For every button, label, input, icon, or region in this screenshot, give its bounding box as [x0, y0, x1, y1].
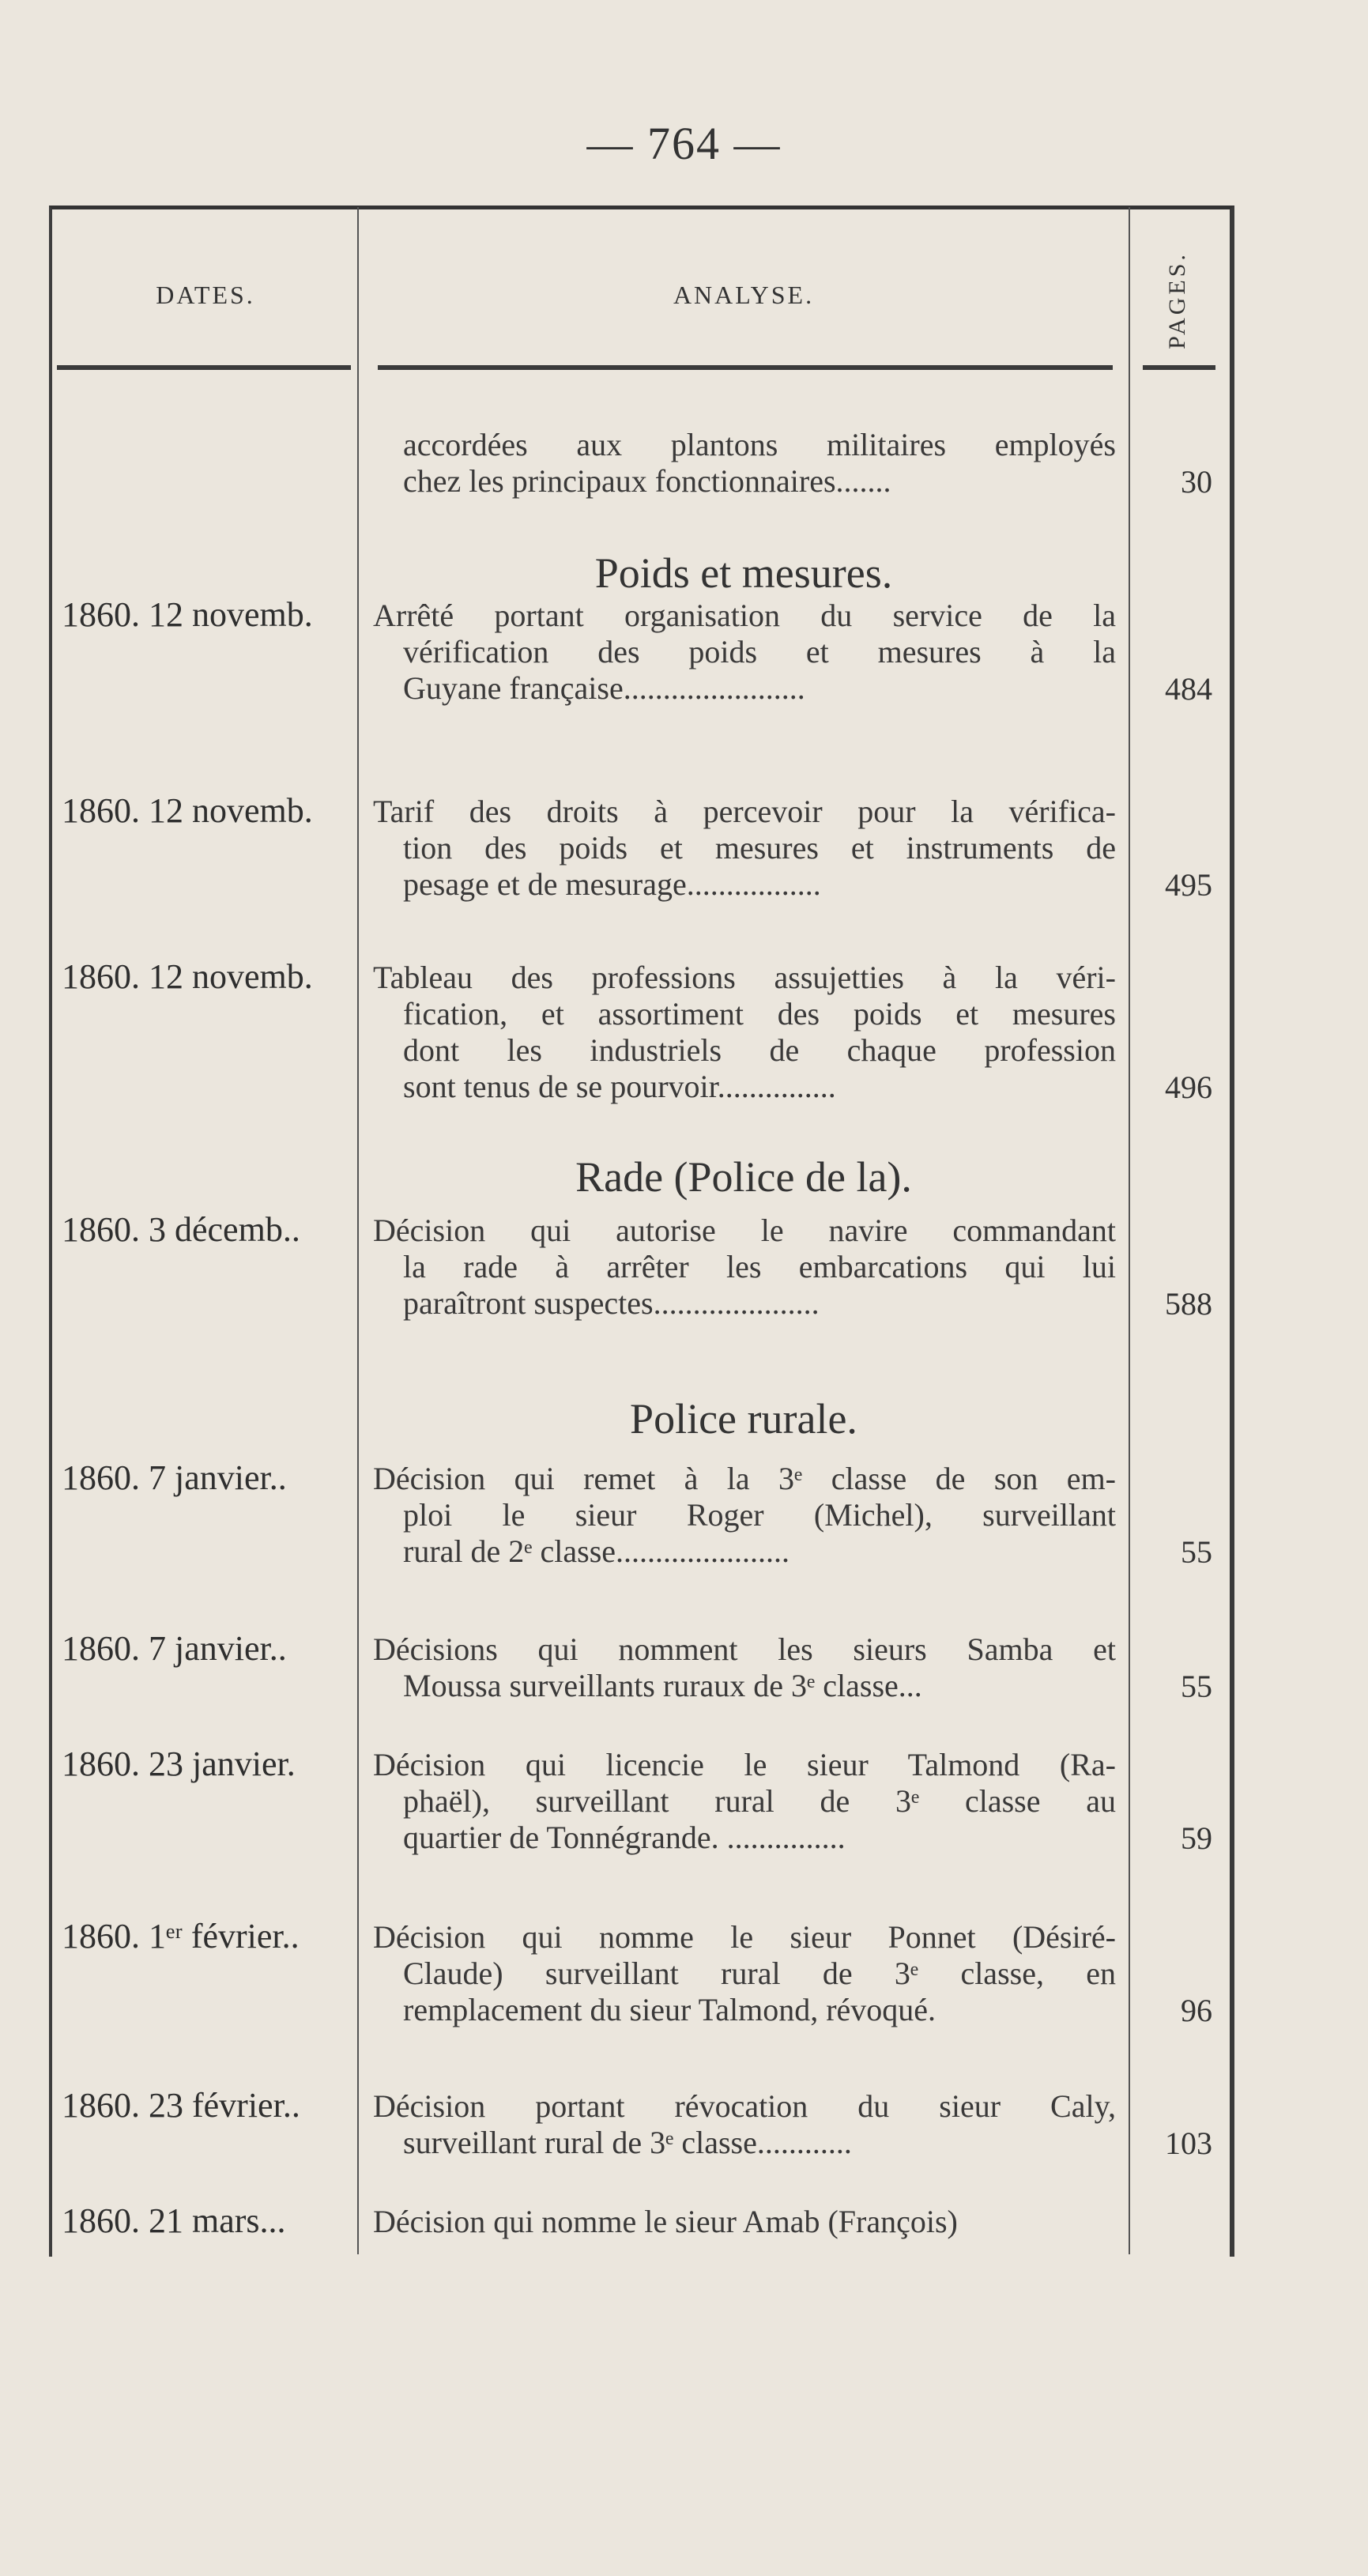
- header-pages: PAGES.: [1164, 251, 1190, 349]
- analysis-line: Tableau des professions assujetties à la véri-: [373, 960, 1116, 995]
- column-divider-dates: [357, 207, 359, 2254]
- section-title: Rade (Police de la).: [575, 1153, 912, 1201]
- analysis-line: vérification des poids et mesures à la: [403, 634, 1116, 669]
- page-reference: 55: [1181, 1669, 1212, 1704]
- entry-date: 1860. 7 janvier..: [62, 1458, 287, 1497]
- analysis-line: Guyane française.......................: [403, 670, 805, 706]
- entry-analysis: [373, 2204, 1116, 2240]
- entry-analysis: [373, 1919, 1116, 2028]
- entry-analysis: [373, 1461, 1116, 1570]
- analysis-line: Arrêté portant organisation du service de la: [373, 598, 1116, 633]
- entry-date: 1860. 12 novemb.: [62, 595, 313, 634]
- analysis-line: quartier de Tonnégrande. ...............: [403, 1820, 846, 1855]
- entry-date: 1860. 1ᵉʳ février..: [62, 1917, 300, 1956]
- analysis-line: rural de 2ᵉ classe......................: [403, 1533, 790, 1569]
- entry-analysis: [373, 598, 1116, 707]
- entry-analysis: [373, 2088, 1116, 2161]
- analysis-line: ploi le sieur Roger (Michel), surveillant: [403, 1497, 1116, 1533]
- analysis-line: dont les industriels de chaque profession: [403, 1032, 1116, 1068]
- page-reference: 96: [1181, 1993, 1212, 2028]
- analysis-line: surveillant rural de 3ᵉ classe............: [403, 2125, 852, 2160]
- page-reference: 495: [1165, 867, 1212, 903]
- analysis-line: Moussa surveillants ruraux de 3ᵉ classe...: [403, 1668, 922, 1703]
- section-title: Poids et mesures.: [594, 549, 893, 597]
- analysis-line: Décisions qui nomment les sieurs Samba et: [373, 1631, 1116, 1667]
- header-rule-dates: [57, 365, 351, 370]
- page-reference: 496: [1165, 1069, 1212, 1105]
- page-reference: 484: [1165, 671, 1212, 707]
- section-title: Police rurale.: [630, 1395, 857, 1443]
- analysis-line: Décision qui nomme le sieur Ponnet (Désiré-: [373, 1919, 1116, 1955]
- page-number: — 764 —: [586, 118, 782, 169]
- header-pages-cell: [1134, 237, 1221, 364]
- analysis-line: accordées aux plantons militaires employés: [403, 427, 1116, 462]
- entry-date: 1860. 23 février..: [62, 2086, 300, 2125]
- analysis-line: fication, et assortiment des poids et mesures: [403, 996, 1116, 1032]
- continuation-analysis: [373, 427, 1116, 500]
- analysis-line: paraîtront suspectes.....................: [403, 1285, 820, 1321]
- entry-date: 1860. 3 décemb..: [62, 1210, 300, 1249]
- header-dates: DATES.: [156, 281, 255, 309]
- header-analyse: ANALYSE.: [673, 281, 815, 309]
- analysis-line: pesage et de mesurage.................: [403, 866, 821, 902]
- analysis-line: remplacement du sieur Talmond, révoqué.: [403, 1992, 936, 2027]
- page-reference: 30: [1181, 464, 1212, 500]
- analysis-line: Claude) surveillant rural de 3ᵉ classe, en: [403, 1956, 1116, 1991]
- analysis-line: phaël), surveillant rural de 3ᵉ classe au: [403, 1783, 1116, 1819]
- page-reference: 588: [1165, 1286, 1212, 1322]
- analysis-line: sont tenus de se pourvoir...............: [403, 1069, 836, 1104]
- entry-analysis: [373, 1631, 1116, 1704]
- analysis-line: chez les principaux fonctionnaires.......: [403, 463, 891, 499]
- analysis-line: Décision portant révocation du sieur Caly,: [373, 2088, 1116, 2124]
- page-reference: 55: [1181, 1534, 1212, 1570]
- entry-date: 1860. 7 janvier..: [62, 1629, 287, 1668]
- entry-analysis: [373, 1213, 1116, 1322]
- entry-date: 1860. 21 mars...: [62, 2201, 286, 2240]
- entry-analysis: [373, 1747, 1116, 1856]
- analysis-line: tion des poids et mesures et instruments de: [403, 830, 1116, 866]
- header-rule-analyse: [378, 365, 1113, 370]
- header-rule-pages: [1143, 365, 1215, 370]
- entry-date: 1860. 12 novemb.: [62, 957, 313, 996]
- entry-date: 1860. 23 janvier.: [62, 1744, 296, 1783]
- analysis-line: Décision qui autorise le navire commandant: [373, 1213, 1116, 1248]
- analysis-line: Tarif des droits à percevoir pour la vérifica-: [373, 794, 1116, 829]
- analysis-line: la rade à arrêter les embarcations qui lui: [403, 1249, 1116, 1284]
- entry-analysis: [373, 960, 1116, 1105]
- entry-analysis: [373, 794, 1116, 903]
- entry-date: 1860. 12 novemb.: [62, 791, 313, 830]
- column-divider-pages: [1129, 207, 1130, 2254]
- analysis-line: Décision qui remet à la 3ᵉ classe de son em-: [373, 1461, 1116, 1496]
- analysis-line: Décision qui nomme le sieur Amab (François): [373, 2204, 958, 2239]
- page-reference: 59: [1181, 1820, 1212, 1856]
- page-reference: 103: [1165, 2125, 1212, 2161]
- analysis-line: Décision qui licencie le sieur Talmond (Ra-: [373, 1747, 1116, 1782]
